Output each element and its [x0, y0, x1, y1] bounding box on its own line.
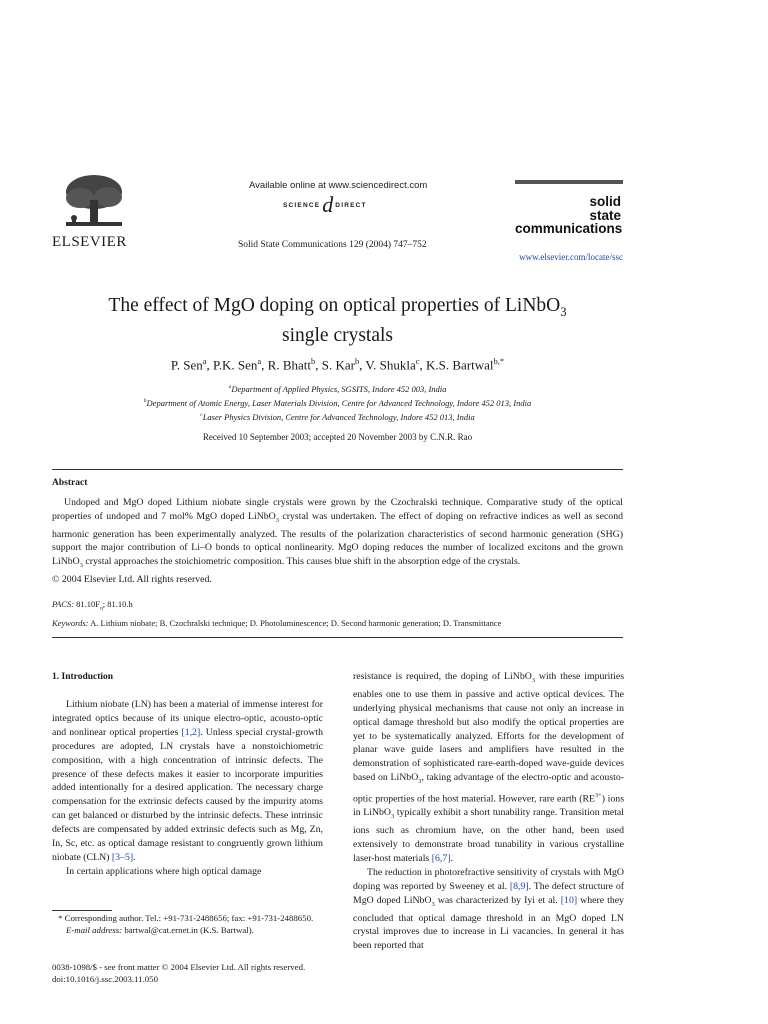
subscript: 3: [275, 516, 279, 524]
subscript: 3: [418, 778, 422, 786]
doi-line: doi:10.1016/j.ssc.2003.11.050: [52, 974, 158, 984]
body-text: , taking advantage of the electro-optic and acousto-optic properties of the host material. However, rare earth (RE: [353, 772, 624, 805]
body-paragraph: In certain applications where high optical damage: [66, 865, 262, 877]
abstract-copyright: © 2004 Elsevier Ltd. All rights reserved.: [52, 573, 212, 585]
publisher-name: ELSEVIER: [52, 234, 127, 250]
elsevier-tree-icon: [62, 172, 126, 232]
received-dates: Received 10 September 2003; accepted 20 November 2003 by C.N.R. Rao: [202, 432, 473, 442]
email-note: [52, 925, 323, 937]
pacs-subscript: q: [100, 605, 103, 612]
front-matter: [52, 961, 305, 985]
pacs-line: [52, 599, 133, 612]
pacs-value: 81.10F: [74, 599, 101, 609]
body-text: .: [450, 853, 453, 864]
affiliation-text: Laser Physics Division, Centre for Advanced Technology, Indore 452 013, India: [202, 411, 475, 422]
body-text: The reduction in photorefractive sensitivity of crystals with MgO doping was reported by Sweeney et al.: [353, 866, 624, 892]
body-text: resistance is required, the doping of LiNbO: [353, 671, 532, 682]
divider: [52, 637, 623, 638]
abstract-text: crystal approaches the stoichiometric composition. This causes blue shift in the absorption edge of the crystals.: [82, 556, 521, 568]
body-paragraph: [353, 866, 624, 953]
abstract-text: Undoped and MgO doped Lithium niobate single crystals were grown by the Czochralski technique. Comparative study of the optical properties of undoped and 7 mol% MgO doped LiNbO: [52, 497, 623, 522]
section-heading-introduction: 1. Introduction: [52, 672, 114, 682]
affiliation-mark: b: [143, 397, 147, 404]
journal-name-line: solid: [589, 194, 621, 209]
abstract-text: crystal was undertaken. The effect of doping on refractive indices as well as second harmonic generation has been experimentally analyzed. The results of the polarization characteristics of second harmonic generation (SHG) support the major contribution of Li–O bonds to optical nonlinearity. MgO doping reduces the number of localized excitons and the grown LiNbO: [52, 510, 623, 568]
journal-name-line: communications: [515, 221, 623, 236]
author-aff: b: [311, 356, 316, 366]
journal-name: [515, 195, 621, 236]
body-text: where they concluded that optical damage threshold in an MgO doped LN crystal improves due to increase in Li vacancies. In general it has been reported that: [353, 894, 625, 952]
available-online-text: Available online at www.sciencedirect.com: [249, 180, 428, 191]
affiliations: [52, 381, 623, 422]
author: V. Shukla: [365, 357, 416, 373]
citation-link[interactable]: [6,7]: [431, 853, 451, 864]
author: P.K. Sen: [212, 357, 258, 373]
affiliation-text: Department of Applied Physics, SGSITS, Indore 452 003, India: [231, 383, 447, 394]
author-list: P. Sen$^a$, P.K. Sen$^a$, R. Bhatt$^b$, S. Kar$^b$, V. Shukla$^c$, K.S. Bartwal$^{b,*}$: [170, 356, 505, 373]
journal-citation: Solid State Communications 129 (2004) 747–752: [238, 240, 427, 250]
pacs-label: PACS:: [52, 599, 75, 609]
affiliation: [52, 409, 623, 423]
author: S. Kar: [321, 357, 355, 373]
author: K.S. Bartwal: [426, 357, 494, 373]
body-text: typically exhibit a short tunability range. Transition metal ions such as chromium have, on the other hand, been used extensively to demonstrate broad tunability in various crystalline laser-host materials: [353, 807, 624, 864]
superscript: 3+: [595, 792, 602, 800]
body-text: . The defect structure of MgO doped LiNbO: [353, 880, 624, 906]
author: R. Bhatt: [267, 357, 311, 373]
issn-line: 0038-1098/$ - see front matter © 2004 Elsevier Ltd. All rights reserved.: [52, 962, 306, 972]
journal-url-link[interactable]: www.elsevier.com/locate/ssc: [519, 252, 623, 262]
affiliation-text: Department of Atomic Energy, Laser Materials Division, Centre for Advanced Technology, Indore 452 013, India: [146, 397, 532, 408]
corresponding-author-note: * Corresponding author. Tel.: +91-731-2488656; fax: +91-731-2488650.: [58, 913, 314, 923]
subscript: 3: [391, 813, 395, 821]
body-paragraph: [353, 670, 624, 866]
abstract-paragraph: [52, 496, 623, 573]
body-text: with these impurities enables one to use them in passive and active optical devices. The underlying physical mechanisms that cause not only an increase in optical damage threshold but also modify the optical properties are yet to be systematically analyzed. Efforts for the development of planar wave guide lasers and amplifiers have resulted in the demonstration of sophisticated rare-earth-doped wave-guide devices based on LiNbO: [353, 671, 625, 784]
email-address: bartwal@cat.ernet.in (K.S. Bartwal).: [122, 924, 254, 935]
affiliation-mark: c: [200, 411, 203, 418]
journal-rule: [515, 180, 623, 184]
keywords-label: Keywords:: [52, 618, 89, 628]
sciencedirect-logo: [283, 194, 367, 216]
body-text: .: [133, 851, 136, 863]
keywords-value: A. Lithium niobate; B. Czochralski technique; D. Photoluminescence; D. Second harmonic generation; D. Transmittance: [88, 618, 502, 628]
subscript: 3: [531, 676, 535, 684]
footnote: [52, 913, 323, 936]
author-aff: c: [415, 356, 420, 366]
sd-left-text: SCIENCE: [283, 201, 321, 209]
title-line1: The effect of MgO doping on optical properties of LiNbO: [108, 295, 561, 316]
author-aff: a: [257, 356, 262, 366]
title-line2: single crystals: [281, 324, 394, 346]
author-aff: b,*: [493, 356, 505, 366]
author-aff: a: [202, 356, 207, 366]
right-column: [353, 670, 624, 953]
subscript: 3: [79, 562, 83, 570]
title-subscript: 3: [560, 304, 567, 319]
divider: [52, 469, 623, 470]
citation-link[interactable]: [8,9]: [509, 880, 529, 892]
affiliation-mark: a: [228, 384, 232, 390]
body-text: Lithium niobate (LN) has been a material of immense interest for integrated optics because of its unique electro-optic, acousto-optic and nonlinear optical properties: [52, 699, 323, 738]
keywords-line: [52, 618, 501, 628]
citation-link[interactable]: [10]: [560, 894, 578, 906]
journal-name-line: state: [589, 207, 621, 223]
body-text: ) ions in LiNbO: [353, 793, 625, 819]
citation-link[interactable]: [3–5]: [111, 851, 134, 863]
abstract-heading: Abstract: [52, 478, 88, 488]
body-text: was characterized by Iyi et al.: [434, 894, 561, 906]
body-paragraph: [52, 698, 323, 865]
footnote-rule: [52, 910, 112, 911]
article-title: [52, 294, 623, 348]
subscript: 3: [431, 900, 435, 908]
affiliation: [52, 381, 623, 395]
abstract-body: [52, 496, 623, 587]
email-label: E-mail address:: [66, 924, 123, 935]
author-aff: b: [354, 356, 360, 366]
sd-mark-icon: d: [322, 192, 334, 217]
author: P. Sen: [170, 357, 203, 373]
affiliation: [52, 395, 623, 409]
sd-right-text: DIRECT: [335, 201, 367, 209]
pacs-value: ; 81.10.h: [102, 599, 133, 609]
body-text: . Unless special crystal-growth procedures are adopted, LN crystals have a nonstoichiometric composition, with a high concentration of intrinsic defects. The presence of these defects makes it easier to incorporate impurities added intentionally for a desired application. The necessary charge compensation for the extrinsic defects caused by the impurity atoms can get balanced or disturbed by the intrinsic defects. These intrinsic defects are compensated by added extrinsic defects such as Mg, Zn, In, Sc, etc. as optical damage resistant to congruently grown lithium niobate (CLN): [52, 726, 324, 863]
citation-link[interactable]: [1,2]: [181, 726, 201, 738]
elsevier-logo: [52, 172, 132, 251]
left-column: [52, 698, 323, 879]
